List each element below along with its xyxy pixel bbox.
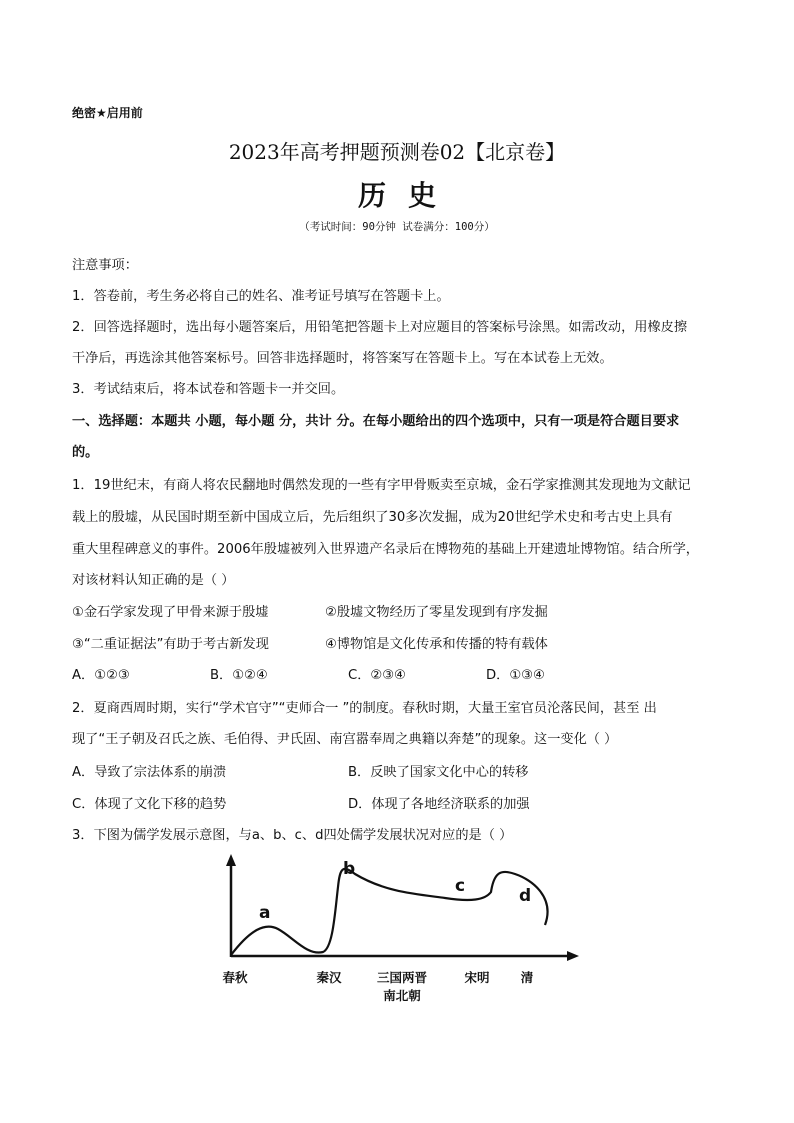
section-heading: 一、选择题：本题共 小题，每小题 分，共计 分。在每小题给出的四个选项中，只有一项是符合题目要求 bbox=[72, 414, 680, 429]
q2-option-d[interactable]: D．体现了各地经济联系的加强 bbox=[348, 797, 530, 812]
q1-statement-1: ①金石学家发现了甲骨来源于殷墟 bbox=[72, 605, 269, 620]
q1-option-d[interactable]: D．①③④ bbox=[486, 668, 545, 683]
q1-stem-line: 对该材料认知正确的是（ ） bbox=[72, 573, 235, 588]
q1-option-c[interactable]: C．②③④ bbox=[348, 668, 406, 683]
point-label-a: a bbox=[259, 903, 271, 923]
q1-statement-3: ③“二重证据法”有助于考古新发现 bbox=[72, 637, 269, 652]
q2-option-a[interactable]: A．导致了宗法体系的崩溃 bbox=[72, 765, 227, 780]
point-label-b: b bbox=[343, 859, 356, 879]
x-tick-label-song-ming: 宋明 bbox=[464, 970, 490, 985]
point-label-c: c bbox=[455, 876, 466, 896]
note-item: 2．回答选择题时，选出每小题答案后，用铅笔把答题卡上对应题目的答案标号涂黑。如需改动，用橡皮擦 bbox=[72, 320, 688, 335]
x-axis-arrow bbox=[567, 951, 579, 961]
q3-stem: 3．下图为儒学发展示意图，与a、b、c、d四处儒学发展状况对应的是（ ） bbox=[72, 828, 513, 843]
exam-title: 2023年高考押题预测卷02【北京卷】 bbox=[228, 140, 566, 164]
q1-statement-2: ②殷墟文物经历了零星发现到有序发掘 bbox=[325, 605, 548, 620]
x-tick-label-spring-autumn: 春秋 bbox=[222, 970, 248, 985]
q1-stem-line: 载上的殷墟，从民国时期至新中国成立后，先后组织了30多次发掘，成为20世纪学术史和考古史上具有 bbox=[72, 510, 673, 525]
x-tick-label-qing: 清 bbox=[520, 970, 534, 985]
point-label-d: d bbox=[519, 886, 532, 906]
q2-option-c[interactable]: C．体现了文化下移的趋势 bbox=[72, 797, 227, 812]
subject-title: 历史 bbox=[357, 179, 458, 212]
x-tick-label-sublabel: 南北朝 bbox=[383, 988, 421, 1003]
q1-stem-line: 1．19世纪末，有商人将农民翻地时偶然发现的一些有字甲骨贩卖至京城，金石学家推测其发现地为文献记 bbox=[72, 478, 691, 493]
confucianism-chart bbox=[215, 852, 585, 1012]
confidential-label: 绝密★启用前 bbox=[72, 106, 143, 120]
note-item: 3．考试结束后，将本试卷和答题卡一并交回。 bbox=[72, 382, 345, 397]
note-item: 干净后，再选涂其他答案标号。回答非选择题时，将答案写在答题卡上。写在本试卷上无效。 bbox=[72, 351, 613, 366]
q2-stem-line: 2．夏商西周时期，实行“学术官守”“吏师合一 ”的制度。春秋时期，大量王室官员沦落民间，甚至 出 bbox=[72, 701, 657, 716]
q1-statement-4: ④博物馆是文化传承和传播的特有载体 bbox=[325, 637, 548, 652]
y-axis-arrow bbox=[226, 854, 236, 866]
q2-stem-line: 现了“王子朝及召氏之族、毛伯得、尹氏固、南宫嚣奉周之典籍以奔楚”的现象。这一变化（ ） bbox=[72, 732, 618, 747]
q1-option-a[interactable]: A．①②③ bbox=[72, 668, 130, 683]
confucianism-curve bbox=[231, 869, 548, 955]
note-item: 1．答卷前，考生务必将自己的姓名、准考证号填写在答题卡上。 bbox=[72, 289, 450, 304]
q1-stem-line: 重大里程碑意义的事件。2006年殷墟被列入世界遗产名录后在博物苑的基础上开建遗址博物馆。结合所学， bbox=[72, 542, 699, 557]
exam-info: （考试时间：90分钟 试卷满分：100分） bbox=[299, 221, 495, 233]
x-tick-label-three-kingdoms: 三国两晋 bbox=[376, 970, 428, 985]
q2-option-b[interactable]: B．反映了国家文化中心的转移 bbox=[348, 765, 529, 780]
q1-option-b[interactable]: B．①②④ bbox=[210, 668, 268, 683]
x-tick-label-qin-han: 秦汉 bbox=[316, 970, 342, 985]
notes-heading: 注意事项： bbox=[72, 258, 138, 273]
section-heading-cont: 的。 bbox=[72, 445, 99, 460]
